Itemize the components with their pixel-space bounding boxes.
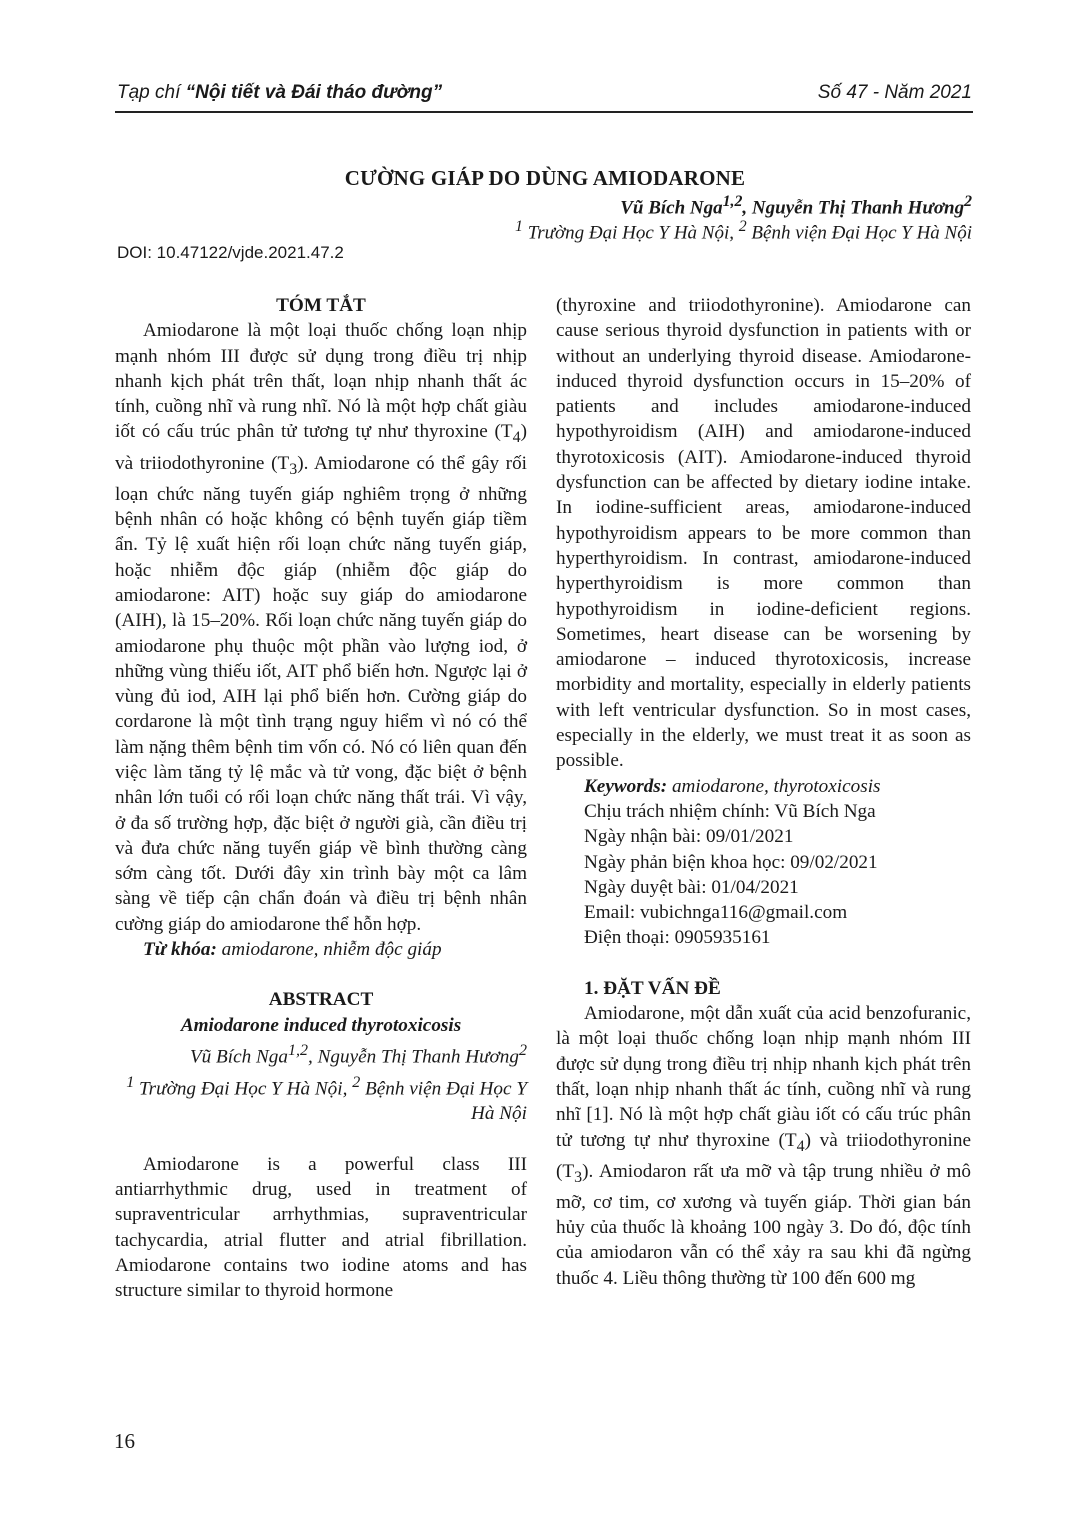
subscript: 3 — [574, 1168, 583, 1186]
issue-label: Số 47 - Năm 2021 — [817, 82, 972, 103]
affiliation-line — [515, 218, 972, 244]
author-name: Vũ Bích Nga — [620, 197, 723, 219]
affil-text: Bệnh viện Đại Học Y Hà Nội — [746, 222, 972, 244]
tomtat-heading: TÓM TẮT — [276, 295, 366, 316]
section-heading: 1. ĐẶT VẤN ĐỀ — [584, 977, 721, 999]
tomtat-body — [115, 318, 527, 937]
article-meta — [556, 799, 971, 951]
right-column — [556, 293, 971, 1291]
section-text: Amiodarone, một dẫn xuất của acid benzofuranic, là một loại thuốc chống loạn nhịp mạnh nhóm III được sử dụng trong điều trị nhịp nhanh kịch phát trên thất, loạn nhịp nhanh thất ác tính, cuồng nhĩ và rung nhĩ [1]. Nó là một hợp chất giàu iốt có cấu trúc phân tử tương tự như thyroxine (T — [556, 1003, 971, 1151]
article-title: CƯỜNG GIÁP DO DÙNG AMIODARONE — [344, 166, 746, 190]
affil-sup: 1 — [126, 1073, 135, 1091]
meta-reviewed: Ngày phản biện khoa học: 09/02/2021 — [584, 851, 878, 873]
tomtat-text: ). Amiodarone có thể gây rối loạn chức năng tuyến giáp nghiêm trọng ở những bệnh nhân có hoặc không có bệnh tuyến giáp tiềm ẩn. Tỷ lệ xuất hiện rối loạn chức năng tuyến giáp, hoặc nhiễm độc giáp (nhiễm độc giáp do amiodarone: AIT) hoặc suy giáp do amiodarone (AIH), là 15–20%. Rối loạn chức năng tuyến giáp do amiodarone phụ thuộc một phần vào lượng iod, ở những vùng thiếu iốt, AIT phổ biến hơn. Ngược lại ở vùng đủ iod, AIH lại phổ biến hơn. Cường giáp do cordarone là một tình trạng nguy hiểm vì nó có thể làm nặng thêm bệnh tim vốn có. Nó có liên quan đến việc làm tăng tỷ lệ mắc và tử vong, đặc biệt ở bệnh nhân lớn tuổi có rối loạn chức năng thất trái. Vì vậy, ở đa số trường hợp, đặc biệt ở người già, cần điều trị và đưa chức năng tuyến giáp về bình thường càng sớm càng tốt. Dưới đây xin trình bày một ca lâm sàng về tiếp cận chẩn đoán và điều trị bệnh nhân cường giáp do amiodarone thể hỗn hợp. — [115, 452, 528, 935]
abstract-heading: ABSTRACT — [268, 989, 374, 1011]
meta-accepted: Ngày duyệt bài: 01/04/2021 — [584, 876, 799, 898]
section-text: ) và triiodothyronine (T — [556, 1129, 971, 1182]
spacer — [115, 962, 527, 987]
keywords-value: amiodarone, nhiễm độc giáp — [216, 939, 442, 961]
journal-header — [117, 82, 442, 104]
journal-prefix: Tạp chí — [117, 82, 186, 103]
subscript: 4 — [796, 1137, 805, 1155]
abstract-body-left: Amiodarone is a powerful class III antiarrhythmic drug, used in treatment of supraventricular arrhythmias, supraventricular tachycardia, atrial flutter and atrial fibrillation. Amiodarone contains two iodine atoms and has structure similar to thyroid hormone — [115, 1153, 527, 1302]
author-sep: , — [308, 1046, 318, 1068]
abstract-affiliations — [115, 1070, 527, 1127]
abstract-authors — [115, 1038, 527, 1070]
keywords-label: Từ khóa: — [143, 939, 217, 961]
section-text: ). Amiodaron rất ưa mỡ và tập trung nhiều ở mô mỡ, cơ tim, cơ xương và tuyến giáp. Thời gian bán hủy của thuốc là khoảng 100 ngày 3. Do đó, độc tính của amiodaron vẫn có thể xảy ra sau khi đã ngừng thuốc 4. Liều thông thường từ 100 đến 600 mg — [556, 1160, 971, 1289]
author-sup: 1,2 — [288, 1041, 308, 1059]
subscript: 3 — [289, 460, 298, 478]
doi: DOI: 10.47122/vjde.2021.47.2 — [117, 243, 344, 262]
meta-email: Email: vubichnga116@gmail.com — [584, 902, 848, 924]
tomtat-text: Amiodarone là một loại thuốc chống loạn nhịp mạnh nhóm III được sử dụng trong điều trị nhịp nhanh kịch phát trên thất, loạn nhịp nhanh thất ác tính, cuồng nhĩ và rung nhĩ. Nó là một hợp chất giàu iốt có cấu trúc phân tử tương tự như thyroxine (T — [115, 320, 527, 443]
abstract-body-right: (thyroxine and triiodothyronine). Amiodarone can cause serious thyroid dysfunction in patients with or without an underlying thyroid disease. Amiodarone-induced thyroid dysfunction occurs in 15–20% of patients and includes amiodarone-induced hypothyroidism (AIH) and amiodarone-induced thyrotoxicosis (AIT). Amiodarone-induced thyroid dysfunction can be affected by dietary iodine intake. In iodine-sufficient areas, amiodarone-induced hypothyroidism appears to be more common than hyperthyroidism. In contrast, amiodarone-induced hyperthyroidism is more common than hypothyroidism in iodine-deficient regions. Sometimes, heart disease can be worsening by amiodarone – induced thyrotoxicosis, increase morbidity and mortality, especially in elderly patients with left ventricular dysfunction. So in most cases, especially in the elderly, we must treat it as soon as possible. — [556, 295, 971, 772]
spacer — [115, 1127, 527, 1152]
keywords-value: amiodarone, thyrotoxicosis — [667, 775, 881, 797]
author-sep: , — [742, 197, 752, 219]
tomtat-keywords — [115, 937, 527, 962]
meta-phone: Điện thoại: 0905935161 — [584, 927, 771, 949]
author-name: Nguyễn Thị Thanh Hương — [751, 197, 965, 219]
abstract-keywords — [556, 774, 971, 799]
affil-sup: 2 — [738, 218, 747, 235]
meta-received: Ngày nhận bài: 09/01/2021 — [584, 826, 794, 848]
spacer — [556, 951, 971, 976]
affil-sup: 2 — [352, 1073, 361, 1091]
abstract-title: Amiodarone induced thyrotoxicosis — [180, 1014, 462, 1036]
keywords-label: Keywords: — [584, 775, 668, 797]
author-line — [620, 193, 972, 219]
journal-name: “Nội tiết và Đái tháo đường” — [185, 82, 443, 103]
affil-text: Trường Đại Học Y Hà Nội, — [522, 222, 739, 244]
author-name: Nguyễn Thị Thanh Hương — [317, 1046, 519, 1068]
meta-corresponding: Chịu trách nhiệm chính: Vũ Bích Nga — [584, 800, 876, 822]
author-sup: 2 — [964, 193, 972, 210]
section-body — [556, 1001, 971, 1291]
author-sup: 1,2 — [722, 193, 743, 210]
affil-text: Trường Đại Học Y Hà Nội, — [134, 1078, 353, 1100]
left-column — [115, 293, 527, 1303]
page-number: 16 — [114, 1429, 135, 1453]
author-sup: 2 — [519, 1041, 527, 1059]
header-rule — [115, 111, 973, 113]
affil-text: Bệnh viện Đại Học Y Hà Nội — [360, 1078, 527, 1125]
affil-sup: 1 — [515, 218, 523, 235]
subscript: 4 — [512, 429, 521, 447]
author-name: Vũ Bích Nga — [189, 1046, 288, 1068]
tomtat-text: ) và triiodothyronine (T — [115, 421, 527, 474]
